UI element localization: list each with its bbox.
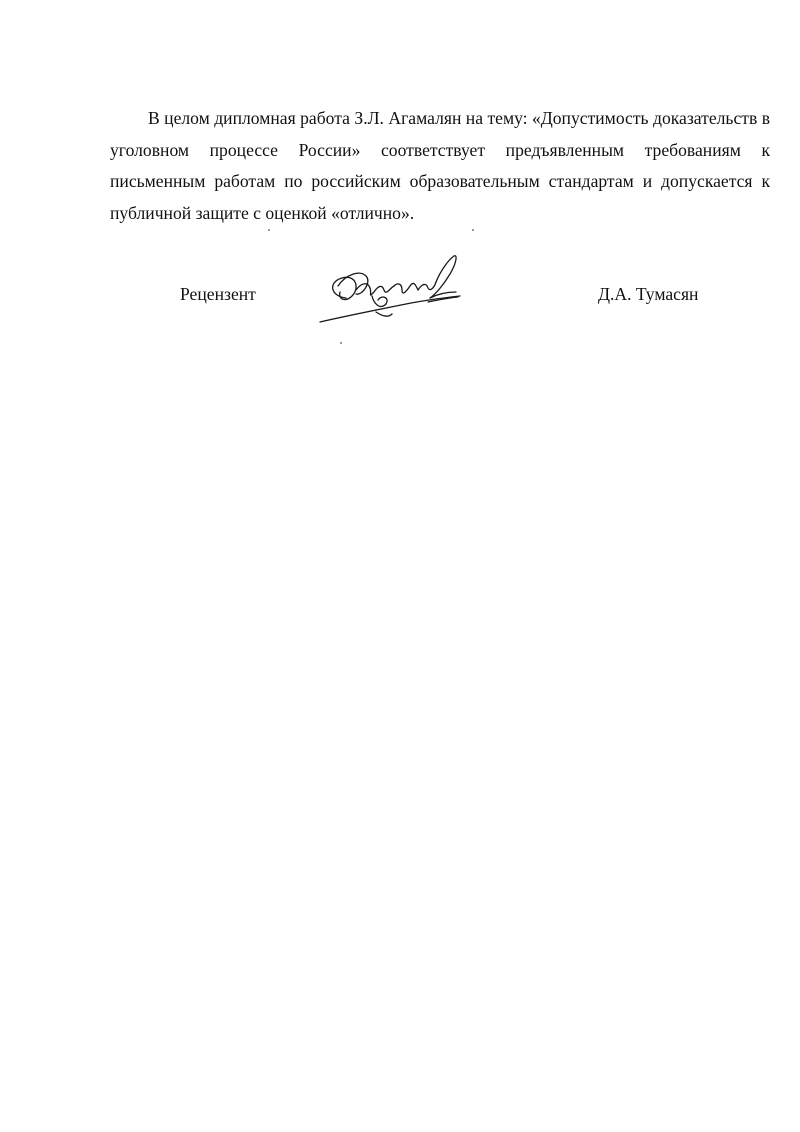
handwritten-signature <box>316 252 466 328</box>
scan-speck <box>340 342 342 344</box>
scan-speck <box>268 229 270 231</box>
scan-speck <box>472 229 474 231</box>
review-conclusion-paragraph: В целом дипломная работа З.Л. Агамалян на тему: «Допустимость доказательств в уголовном процессе России» соответствует предъявленным требованиям к письменным работам по российским образовательным стандартам и допускается к публичной защите с оценкой «отлично». <box>110 108 770 223</box>
reviewer-name: Д.А. Тумасян <box>598 284 699 304</box>
reviewer-role-label: Рецензент <box>180 284 256 304</box>
